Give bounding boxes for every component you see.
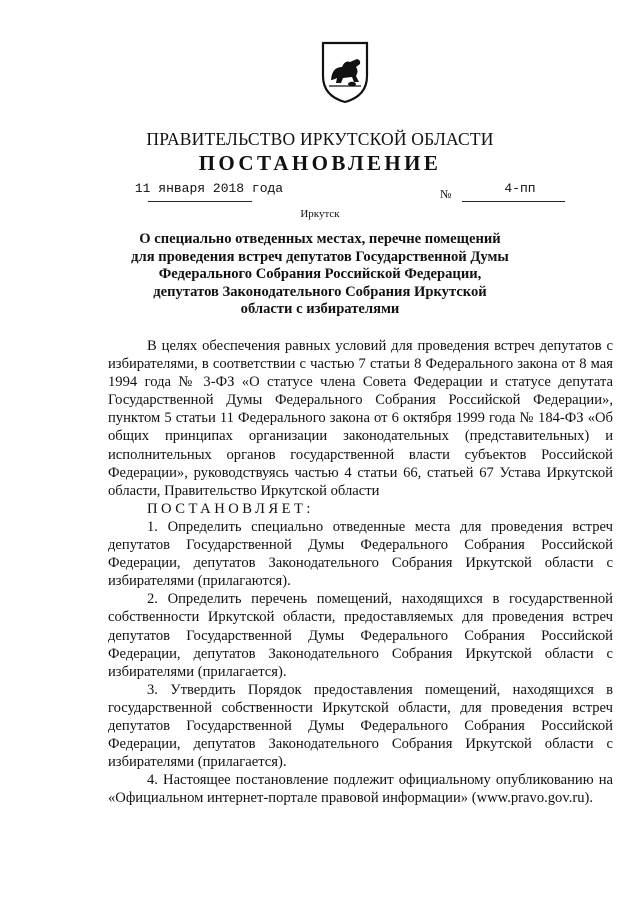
- decree-word: ПОСТАНОВЛЯЕТ:: [147, 500, 314, 517]
- list-item: 1. Определить специально отведенные места для проведения встреч депутатов Государственной Думы Федерального Собрания Российской Федерации, депутатов Законодательного Собрания Иркутской области с избирателями (прилагаются).: [108, 518, 613, 590]
- list-item: 2. Определить перечень помещений, находящихся в государственной собственности Иркутской области, предоставляемых для проведения встреч депутатов Государственной Думы Федерального Собрания Российской Федерации, депутатов Законодательного Собрания Иркутской области с избирателями (прилагается).: [108, 591, 613, 680]
- document-city: Иркутск: [300, 208, 340, 220]
- irkutsk-coat-of-arms-icon: [319, 40, 371, 104]
- document-body: [108, 337, 613, 807]
- preamble-paragraph: [108, 337, 613, 518]
- date-underline: [148, 201, 252, 202]
- preamble-text: В целях обеспечения равных условий для проведения встреч депутатов с избирателями, в соответствии с частью 7 статьи 8 Федерального закона от 8 мая 1994 года № 3-ФЗ «О статусе члена Совета Федерации и статусе депутата Государственной Думы Федерального Собрания Российской Федерации», пунктом 5 статьи 11 Федерального закона от 6 октября 1999 года № 184-ФЗ «Об общих принципах организации законодательных (представительных) и исполнительных органов государственной власти субъектов Российской Федерации», руководствуясь частью 4 статьи 66, статьей 67 Устава Иркутской области, Правительство Иркутской области: [108, 338, 613, 499]
- authority-name: ПРАВИТЕЛЬСТВО ИРКУТСКОЙ ОБЛАСТИ: [146, 129, 494, 149]
- document-number: 4-пп: [504, 181, 536, 196]
- number-sign: №: [440, 187, 452, 201]
- number-underline: [462, 201, 565, 202]
- document-type: ПОСТАНОВЛЕНИЕ: [198, 151, 442, 175]
- list-item: 3. Утвердить Порядок предоставления помещений, находящихся в государственной собственности Иркутской области, для проведения встреч депутатов Государственной Думы Федерального Собрания Российской Федерации, депутатов Законодательного Собрания Иркутской области с избирателями (прилагается).: [108, 681, 613, 771]
- document-date: 11 января 2018 года: [134, 181, 284, 196]
- list-item: 4. Настоящее постановление подлежит официальному опубликованию на «Официальном интернет-портале правовой информации» (www.pravo.gov.ru).: [108, 772, 613, 807]
- document-title: О специально отведенных местах, перечне помещений для проведения встреч депутатов Государственной Думы Федерального Собрания Российской Федерации, депутатов Законодательного Собрания Иркутской области с избирателями: [131, 231, 509, 318]
